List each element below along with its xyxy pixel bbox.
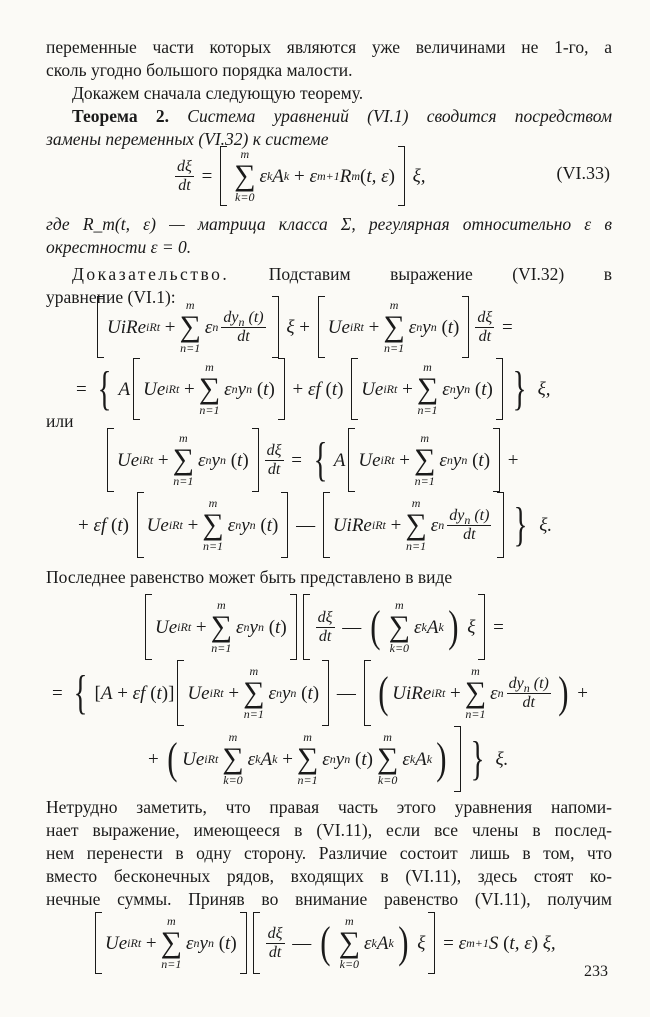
equation-final-3: + ( Ue iRt m ∑ k=0 ε k A k + m ∑ n=1 ε n y n ( t ) m ∑ k=0 ε k A k ) } ξ.	[0, 726, 650, 792]
paragraph-where	[46, 213, 612, 309]
equation-substitution-2: = { A Ue iRt + m ∑ n=1 ε n y n ( t ) + εf ( t ) Ue iRt + m ∑ n=1 ε n y n ( t ) } ξ,	[0, 358, 650, 420]
text-line: вместо бесконечных рядов, входящих в (VI.11), здесь стоят ко-	[46, 866, 612, 886]
equation-result: Ue iRt + m ∑ n=1 ε n y n ( t ) $\frac{d\xi}{dt}$ — ( m ∑ k=0 ε k A k ) ξ = ε m+1 S ( t, ε ) ξ,	[0, 912, 650, 974]
equation-number: (VI.33)	[556, 163, 610, 183]
equation-final-1: Ue iRt + m ∑ n=1 ε n y n ( t ) $\frac{d\xi}{dt}$ — ( m ∑ k=0 ε k A k ) ξ =	[0, 594, 650, 660]
equation-rearranged-1: Ue iRt + m ∑ n=1 ε n y n ( t ) $\frac{d\xi}{dt}$ = { A Ue iRt + m ∑ n=1 ε n y n ( t ) +	[0, 428, 650, 492]
text-line: переменные части которых являются уже величинами не 1-го, а	[46, 37, 612, 57]
text-line: Нетрудно заметить, что правая часть этого уравнения напоми-	[46, 797, 612, 817]
text-line: сколь угодно большого порядка малости.	[46, 60, 353, 80]
theorem-line	[46, 105, 612, 128]
page-number: 233	[584, 963, 608, 980]
proof-label: Доказательство.	[72, 264, 230, 284]
text-line: Докажем сначала следующую теорему.	[72, 83, 364, 103]
text-line: нечные суммы. Приняв во внимание равенство (VI.11), получим	[46, 889, 612, 909]
equation-final-2: = { [ A + εf ( t )] Ue iRt + m ∑ n=1 ε n y n ( t ) — ( UiRe iRt + m ∑ n=1 ε n $\frac{dy_n (t)}{dt}$ ) +	[0, 660, 650, 726]
text-line: уравнение (VI.1):	[46, 287, 176, 307]
paragraph-intro	[46, 36, 612, 151]
equation-vi33: $\frac{d\xi}{dt}$ = m ∑ k=0 ε k A k + ε m+1 R m ( t, ε ) ξ, (VI.33)	[177, 147, 610, 204]
paragraph-final	[46, 796, 612, 911]
text-line: окрестности ε = 0.	[46, 237, 192, 257]
equation-rearranged-2: + εf ( t ) Ue iRt + m ∑ n=1 ε n y n ( t ) — UiRe iRt + m ∑ n=1 ε n $\frac{dy_n (t)}{dt}$ } ξ.	[0, 492, 650, 558]
paragraph-last-equality: Последнее равенство может быть представлено в виде	[46, 567, 453, 587]
text-line: где R_m(t, ε) — матрица класса Σ, регулярная относительно ε в	[46, 214, 612, 234]
equation-substitution-1: UiRe iRt + m ∑ n=1 ε n $\frac{dy_n (t)}{dt}$ ξ + Ue iRt + m ∑ n=1 ε n y n ( t ) $\frac{d\xi}{dt}$ =	[0, 296, 650, 358]
theorem-text: замены переменных (VI.32) к системе	[46, 129, 329, 149]
theorem-label: Теорема 2.	[72, 106, 169, 126]
proof-line: Доказательство. Подставим выражение (VI.32) в	[72, 264, 613, 284]
text-line: нает выражение, имеющееся в (VI.11), если все члены в послед-	[46, 820, 612, 840]
word-ili: или	[46, 411, 74, 431]
theorem-text: Система уравнений (VI.1) сводится посредством	[187, 106, 613, 126]
text-line: нем перенести в одну сторону. Различие состоит лишь в том, что	[46, 843, 612, 863]
